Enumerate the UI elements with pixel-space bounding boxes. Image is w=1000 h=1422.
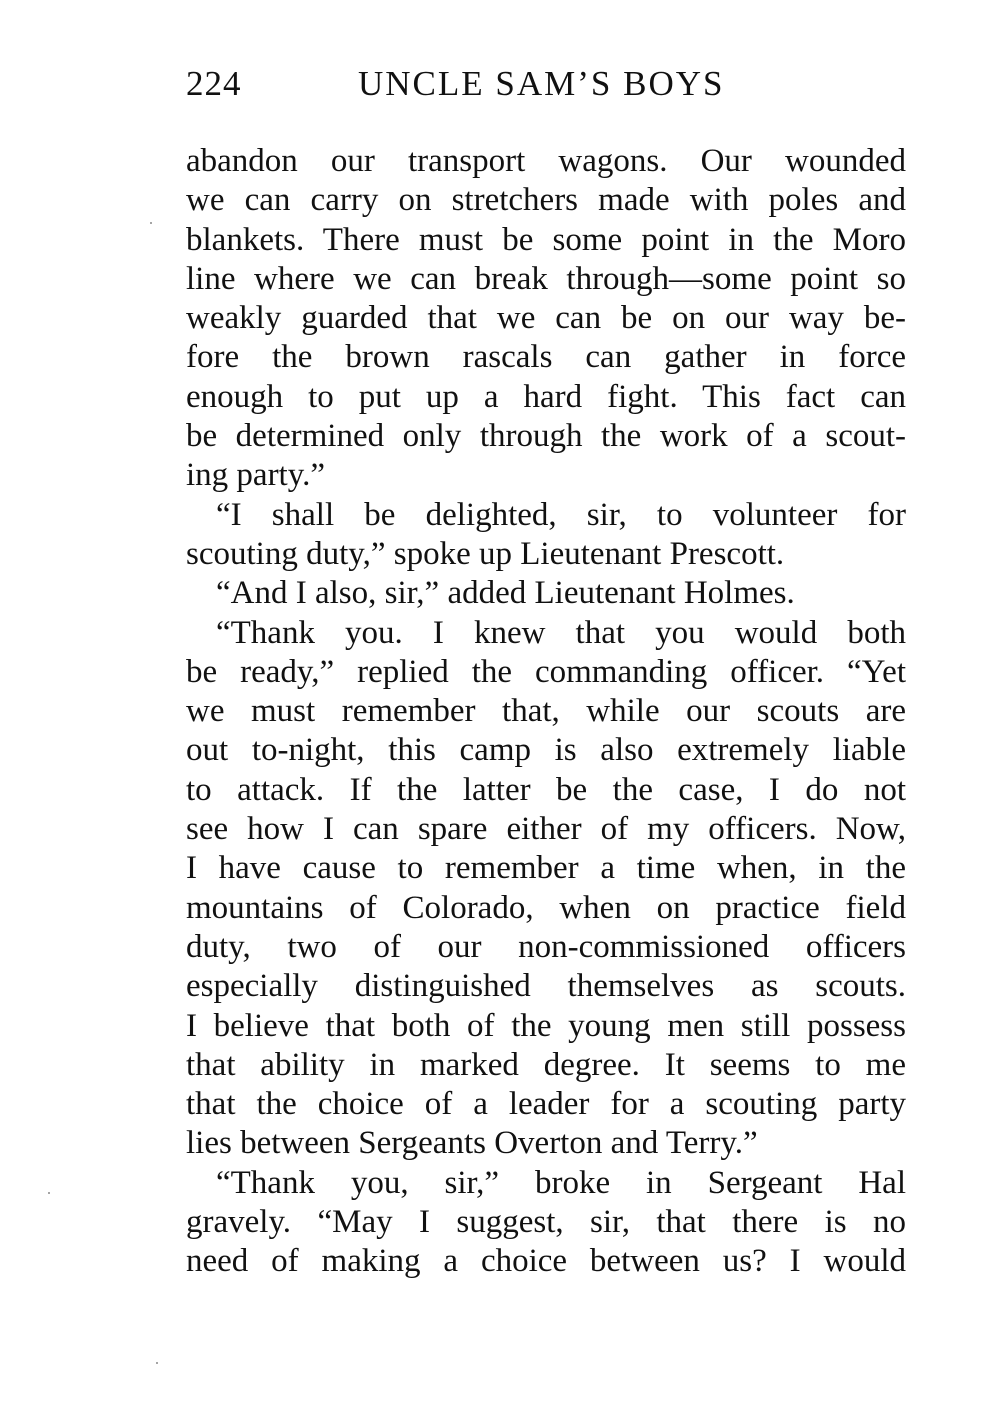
text-line: I believe that both of the young men still possess <box>186 1007 906 1044</box>
scan-speck <box>48 1192 50 1194</box>
text-line: gravely. “May I suggest, sir, that there is no <box>186 1204 906 1241</box>
text-line: that the choice of a leader for a scouting party <box>186 1086 906 1123</box>
text-line: lies between Sergeants Overton and Terry.” <box>186 1125 758 1162</box>
page-number: 224 <box>186 64 242 103</box>
text-line: need of making a choice between us? I would <box>186 1243 906 1280</box>
text-line: “I shall be delighted, sir, to volunteer for <box>216 496 906 533</box>
text-line: enough to put up a hard fight. This fact can <box>186 378 906 415</box>
text-line: be determined only through the work of a scout- <box>186 418 906 455</box>
scan-speck <box>156 1362 158 1364</box>
text-line: out to-night, this camp is also extremely liable <box>186 732 906 769</box>
text-line: especially distinguished themselves as scouts. <box>186 968 906 1005</box>
text-line: we can carry on stretchers made with poles and <box>186 182 906 219</box>
text-line: duty, two of our non-commissioned officers <box>186 928 906 965</box>
text-line: be ready,” replied the commanding officer. “Yet <box>186 653 906 690</box>
body-text <box>186 142 906 1282</box>
text-line: that ability in marked degree. It seems to me <box>186 1046 906 1083</box>
text-line: we must remember that, while our scouts are <box>186 693 906 730</box>
running-head <box>186 62 746 106</box>
book-title: UNCLE SAM’S BOYS <box>358 64 725 103</box>
text-line: ing party.” <box>186 457 325 494</box>
text-line: weakly guarded that we can be on our way be- <box>186 300 906 337</box>
text-line: blankets. There must be some point in the Moro <box>186 221 906 258</box>
text-line: line where we can break through—some point so <box>186 260 906 297</box>
text-line: “And I also, sir,” added Lieutenant Holmes. <box>216 575 795 612</box>
text-line: abandon our transport wagons. Our wounded <box>186 143 906 179</box>
text-line: “Thank you, sir,” broke in Sergeant Hal <box>216 1164 906 1201</box>
text-line: fore the brown rascals can gather in force <box>186 339 906 376</box>
text-line: scouting duty,” spoke up Lieutenant Prescott. <box>186 535 785 572</box>
text-line: I have cause to remember a time when, in the <box>186 850 906 887</box>
text-line: see how I can spare either of my officers. Now, <box>186 811 906 848</box>
text-line: “Thank you. I knew that you would both <box>216 614 906 651</box>
text-line: mountains of Colorado, when on practice field <box>186 889 906 926</box>
scan-speck <box>150 222 152 224</box>
text-line: to attack. If the latter be the case, I do not <box>186 771 906 808</box>
